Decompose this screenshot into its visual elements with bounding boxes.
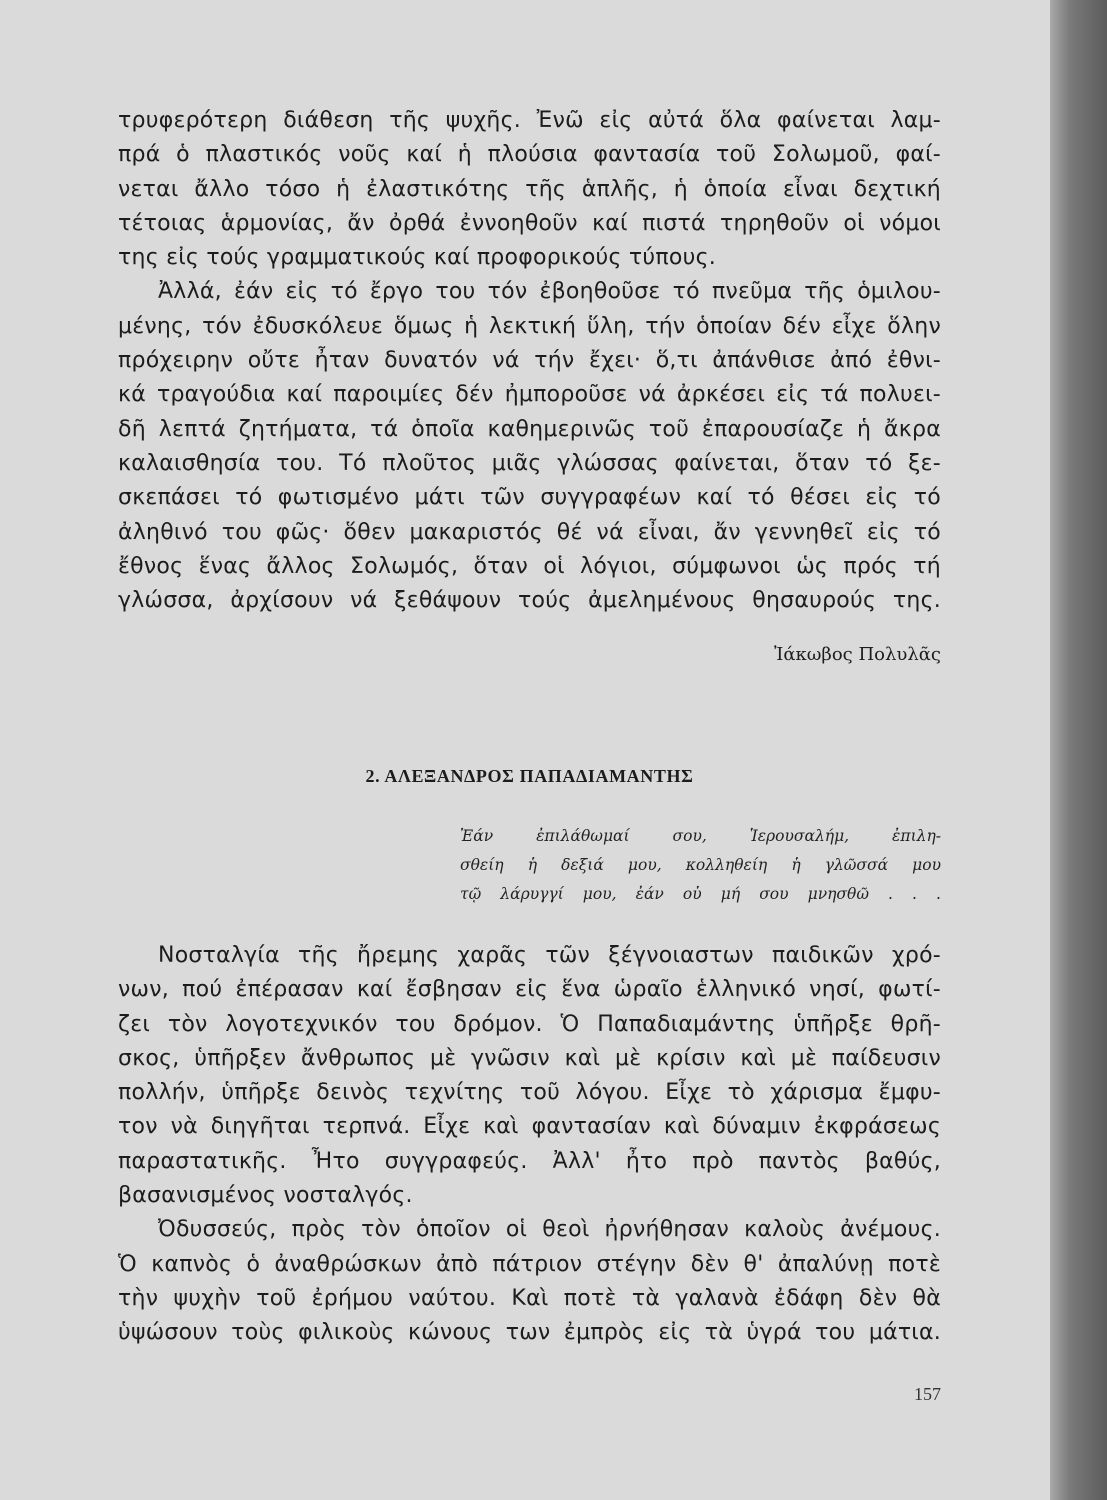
text-line: κά τραγούδια καί παροιμίες δέν ἠμποροῦσε νά ἀρκέσει εἰς τά πολυει- (118, 382, 941, 408)
text-line: νεται ἄλλο τόσο ἡ ἐλαστικότης τῆς ἁπλῆς, ἡ ὁποία εἶναι δεχτική (118, 176, 941, 202)
epigraph-line: Ἐάν ἐπιλάθωμαί σου, Ἱερουσαλήμ, ἐπιλη- (460, 827, 941, 845)
paragraph (118, 104, 941, 275)
text-line: πρά ὁ πλαστικός νοῦς καί ἡ πλούσια φαντασία τοῦ Σολωμοῦ, φαί- (118, 142, 941, 168)
text-line: παραστατικῆς. Ἦτο συγγραφεύς. Ἀλλ' ἦτο πρὸ παντὸς βαθύς, (118, 1148, 941, 1174)
paragraph (118, 275, 941, 618)
text-line: σκεπάσει τό φωτισμένο μάτι τῶν συγγραφέων καί τό θέσει εἰς τό (118, 485, 941, 511)
text-line: γλώσσα, ἀρχίσουν νά ξεθάψουν τούς ἀμελημένους θησαυρούς της. (118, 588, 941, 614)
page-number: 157 (914, 1384, 941, 1404)
text-line: Ὁ καπνὸς ὁ ἀναθρώσκων ἀπὸ πάτριον στέγην δὲν θ' ἀπαλύνῃ ποτὲ (118, 1251, 941, 1277)
text-line: τρυφερότερη διάθεση τῆς ψυχῆς. Ἐνῶ εἰς αὐτά ὅλα φαίνεται λαμ- (118, 108, 941, 133)
text-line: τέτοιας ἁρμονίας, ἄν ὀρθά ἐννοηθοῦν καί πιστά τηρηθοῦν οἱ νόμοι (118, 210, 941, 236)
text-line: μένης, τόν ἐδυσκόλευε ὅμως ἡ λεκτική ὕλη, τήν ὁποίαν δέν εἶχε ὅλην (118, 313, 941, 339)
section-heading: 2. ΑΛΕΞΑΝΔΡΟΣ ΠΑΠΑΔΙΑΜΑΝΤΗΣ (365, 766, 694, 786)
author-signature: Ἰάκωβος Πολυλᾶς (773, 644, 941, 665)
paragraph (118, 1213, 941, 1350)
text-line: τον νὰ διηγῆται τερπνά. Εἶχε καὶ φαντασίαν καὶ δύναμιν ἐκφράσεως (118, 1114, 941, 1140)
epigraph (460, 822, 941, 909)
epigraph-line: σθείη ἡ δεξιά μου, κολληθείη ἡ γλῶσσά μου (460, 856, 941, 874)
text-line: ἔθνος ἕνας ἄλλος Σολωμός, ὅταν οἱ λόγιοι, σύμφωνοι ὡς πρός τή (118, 553, 941, 579)
text-line: ὑψώσουν τοὺς φιλικοὺς κώνους των ἐμπρὸς εἰς τὰ ὑγρά του μάτια. (118, 1320, 941, 1346)
text-line: ἀληθινό του φῶς· ὅθεν μακαριστός θέ νά εἶναι, ἄν γεννηθεῖ εἰς τό (118, 519, 941, 545)
text-line: Νοσταλγία τῆς ἤρεμης χαρᾶς τῶν ξέγνοιαστων παιδικῶν χρό- (158, 943, 941, 968)
text-line: σκος, ὑπῆρξεν ἄνθρωπος μὲ γνῶσιν καὶ μὲ κρίσιν καὶ μὲ παίδευσιν (118, 1045, 941, 1071)
text-line: πρόχειρην οὔτε ἦταν δυνατόν νά τήν ἔχει· ὅ,τι ἀπάνθισε ἀπό ἐθνι- (118, 348, 941, 374)
epigraph-line: τῷ λάρυγγί μου, ἐάν οὐ μή σου μνησθῶ . . . (460, 885, 941, 903)
text-line: Ὀδυσσεύς, πρὸς τὸν ὁποῖον οἱ θεοὶ ἠρνήθησαν καλοὺς ἀνέμους. (158, 1217, 941, 1243)
text-line: βασανισμένος νοσταλγός. (118, 1183, 413, 1209)
paragraph (118, 939, 941, 1213)
text-line: δῆ λεπτά ζητήματα, τά ὁποῖα καθημερινῶς τοῦ ἐπαρουσίαζε ἡ ἄκρα (118, 416, 941, 442)
text-line: ζει τὸν λογοτεχνικόν του δρόμον. Ὁ Παπαδιαμάντης ὑπῆρξε θρῆ- (118, 1011, 941, 1037)
bottom-text-block (118, 939, 941, 1351)
text-line: πολλήν, ὑπῆρξε δεινὸς τεχνίτης τοῦ λόγου. Εἶχε τὸ χάρισμα ἔμφυ- (118, 1080, 941, 1106)
top-text-block (118, 104, 941, 618)
text-line: νων, πού ἐπέρασαν καί ἔσβησαν εἰς ἕνα ὡραῖο ἑλληνικό νησί, φωτί- (118, 977, 941, 1003)
text-line: καλαισθησία του. Τό πλοῦτος μιᾶς γλώσσας φαίνεται, ὅταν τό ξε- (118, 450, 941, 476)
page-binding-edge (1050, 0, 1107, 1500)
text-line: της εἰς τούς γραμματικούς καί προφορικούς τύπους. (118, 245, 716, 271)
text-line: τὴν ψυχὴν τοῦ ἐρήμου ναύτου. Καὶ ποτὲ τὰ γαλανὰ ἐδάφη δὲν θὰ (118, 1285, 941, 1311)
text-line: Ἀλλά, ἐάν εἰς τό ἔργο του τόν ἐβοηθοῦσε τό πνεῦμα τῆς ὁμιλου- (158, 279, 941, 305)
